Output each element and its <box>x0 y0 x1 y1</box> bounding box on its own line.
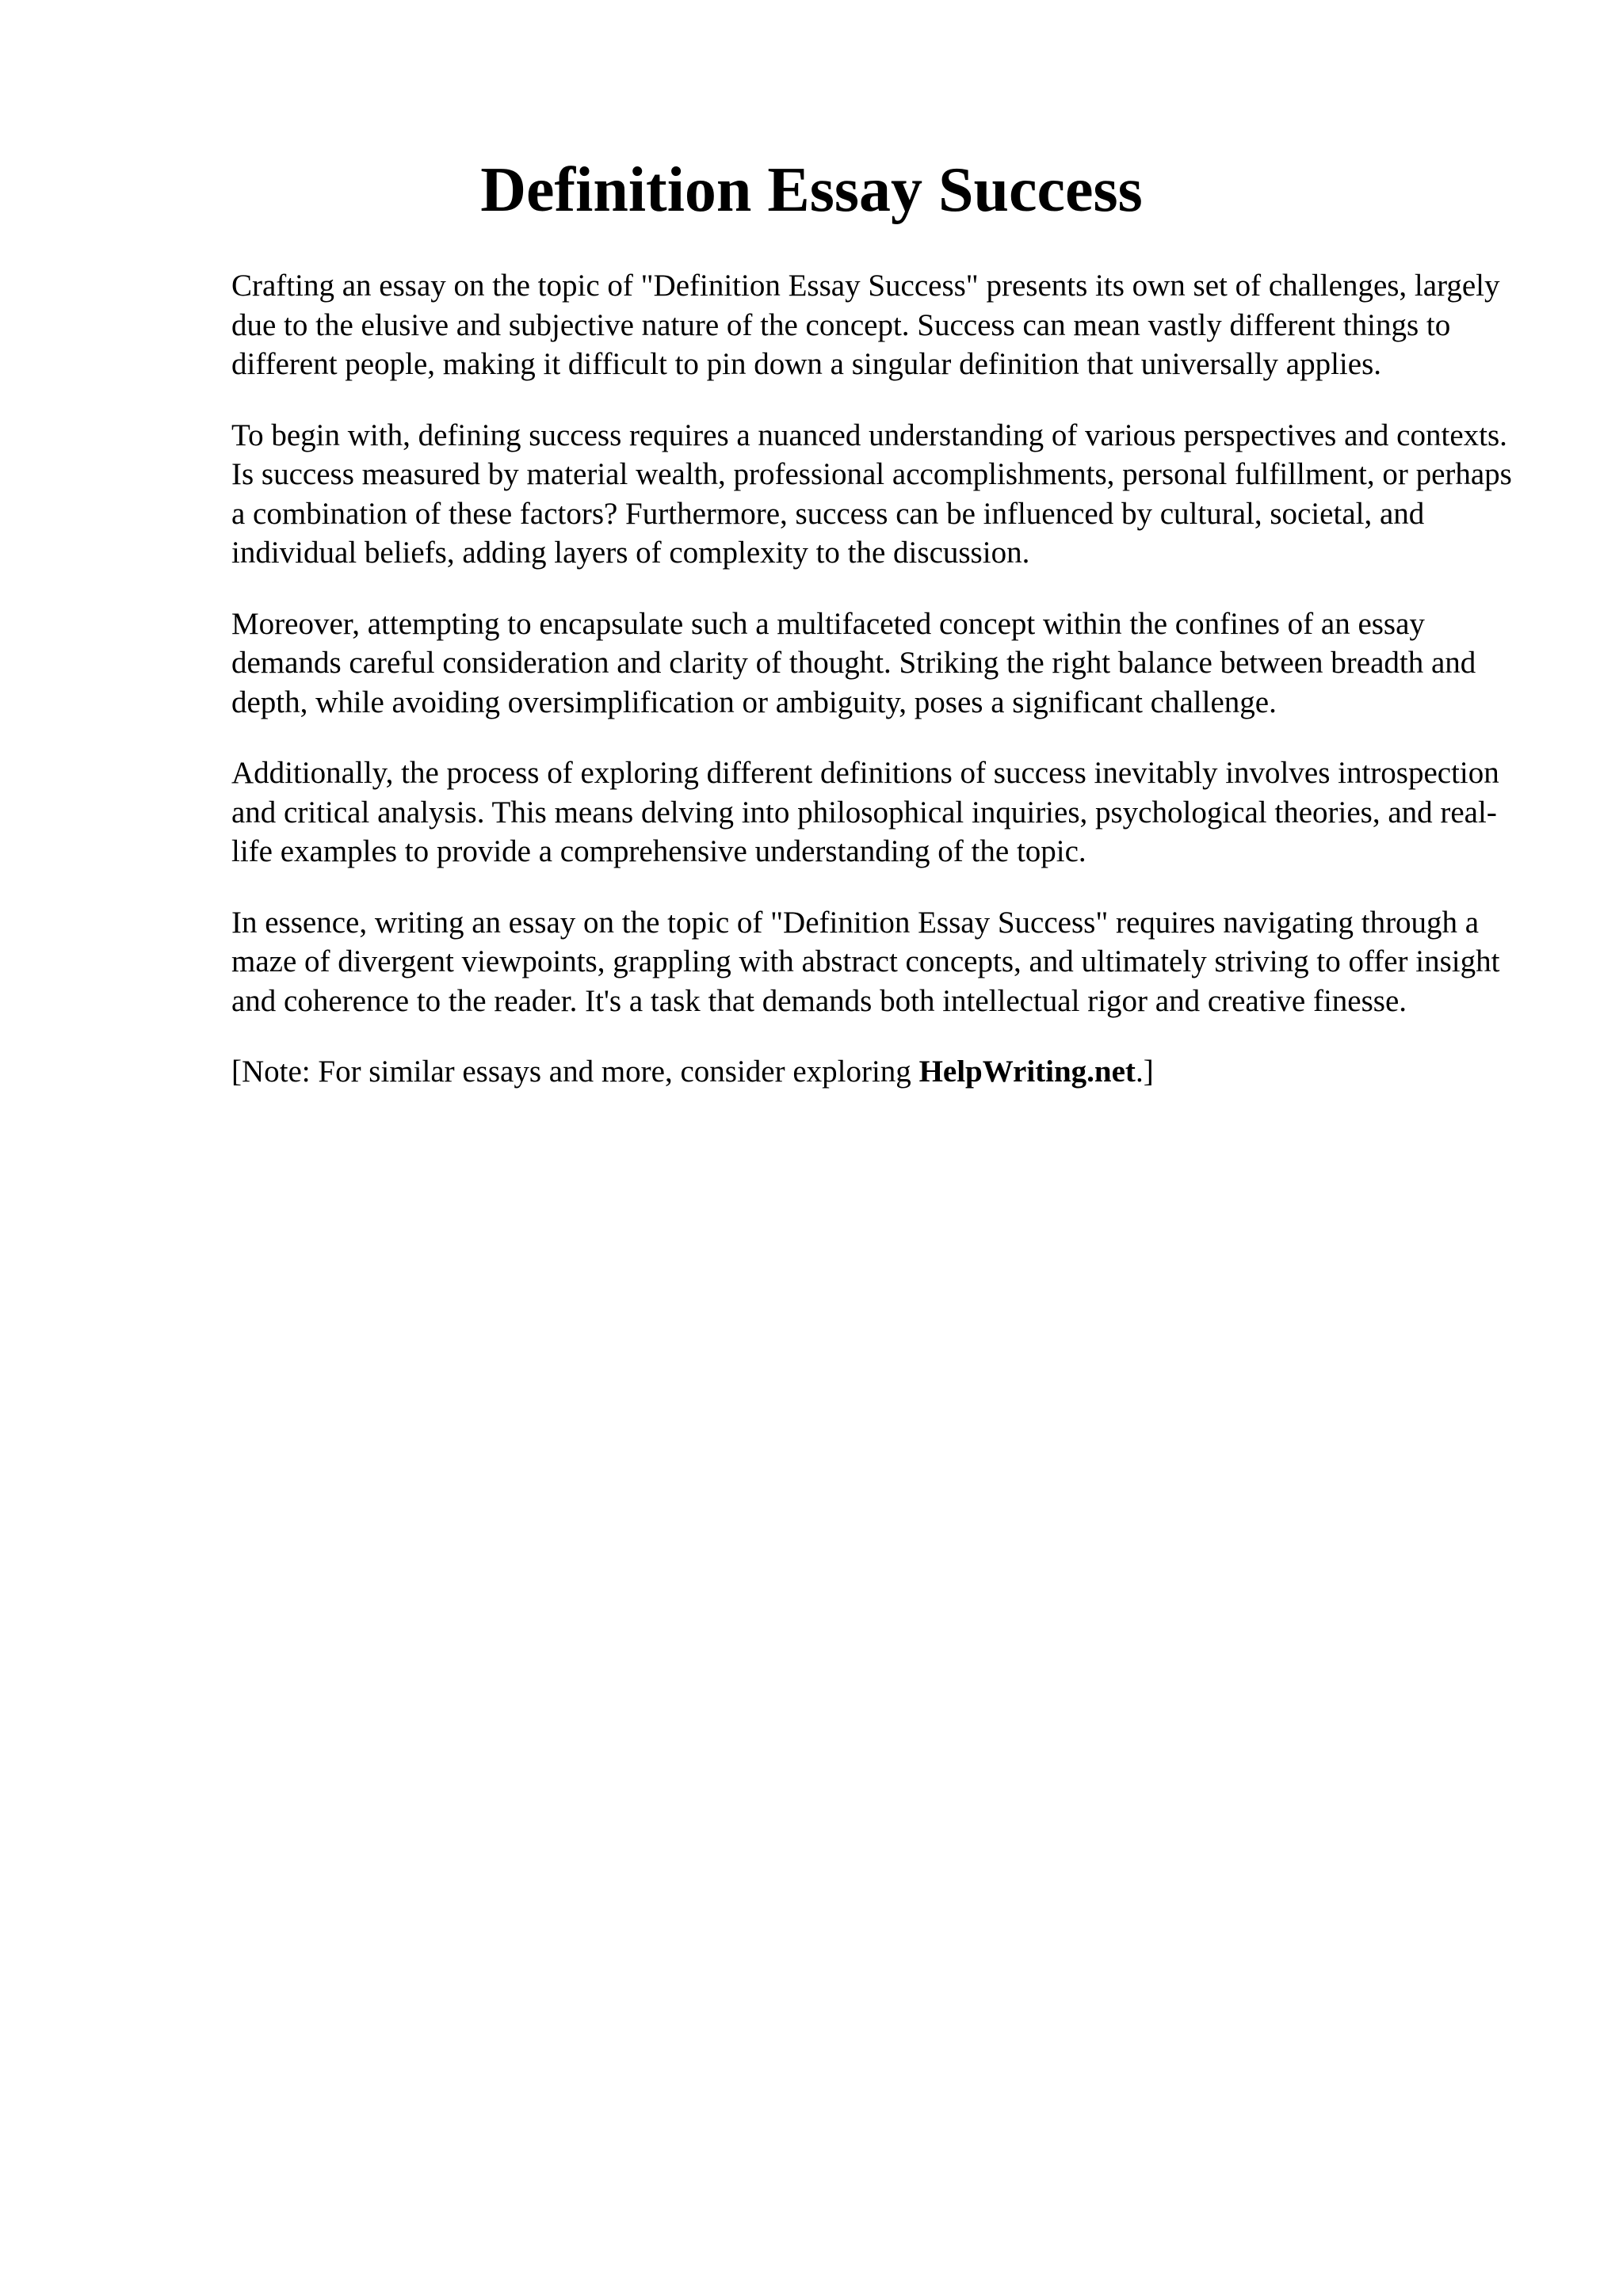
paragraph-1: Crafting an essay on the topic of "Definition Essay Success" presents its own set of challenges, largely due to the elusive and subjective nature of the concept. Success can mean vastly different things to different people, making it difficult to pin down a singular definition that universally applies. <box>231 269 1500 381</box>
note-prefix: [Note: For similar essays and more, consider exploring <box>231 1055 919 1089</box>
paragraph-5: In essence, writing an essay on the topic of "Definition Essay Success" requires navigating through a maze of divergent viewpoints, grappling with abstract concepts, and ultimately striving to offer insight and coherence to the reader. It's a task that demands both intellectual rigor and creative finesse. <box>231 905 1500 1018</box>
note-suffix: .] <box>1135 1055 1154 1089</box>
note-paragraph <box>231 1052 1531 1092</box>
essay-body <box>231 266 1531 1123</box>
page-title: Definition Essay Success <box>480 155 1143 225</box>
brand-name: HelpWriting.net <box>918 1055 1136 1089</box>
paragraph-4: Additionally, the process of exploring different definitions of success inevitably involves introspection and critical analysis. This means delving into philosophical inquiries, psychological theories, and real-life examples to provide a comprehensive understanding of the topic. <box>231 756 1499 868</box>
paragraph-2: To begin with, defining success requires a nuanced understanding of various perspectives and contexts. Is success measured by material wealth, professional accomplishments, personal fulfillment, or perhaps a combination of these factors? Furthermore, success can be influenced by cultural, societal, and individual beliefs, adding layers of complexity to the discussion. <box>231 418 1512 570</box>
paragraph-3: Moreover, attempting to encapsulate such a multifaceted concept within the confines of an essay demands careful consideration and clarity of thought. Striking the right balance between breadth and depth, while avoiding oversimplification or ambiguity, poses a significant challenge. <box>231 606 1476 719</box>
